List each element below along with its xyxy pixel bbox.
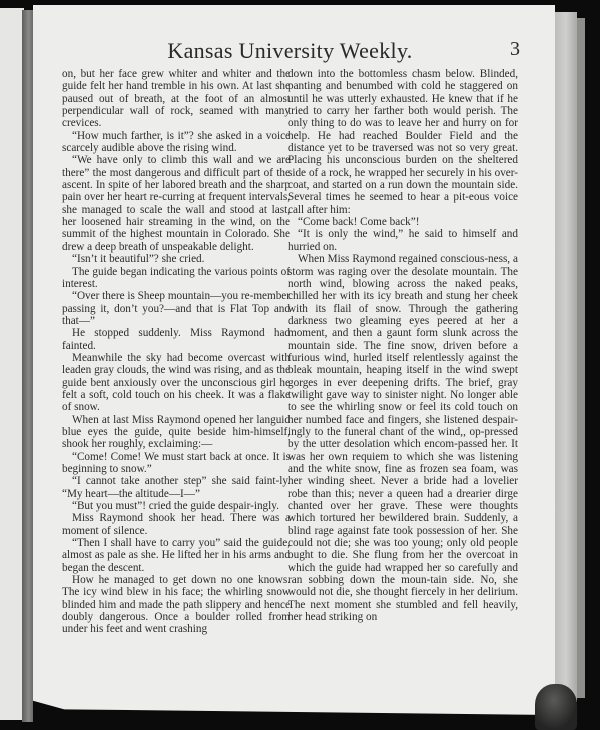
facing-page-edge [0,8,24,720]
paragraph: “I cannot take another step” she said faint-ly. “My heart—the altitude—I—” [62,475,290,500]
paragraph: “Isn’t it beautiful”? she cried. [72,253,205,266]
paragraph: He stopped suddenly. Miss Raymond had fainted. [62,327,290,352]
paragraph: “Over there is Sheep mountain—you re-member passing it, don’t you?—and that is Flat Top and that—” [62,290,290,327]
left-column [62,68,290,636]
paragraph: “Come! Come! We must start back at once. It is beginning to snow.” [62,450,290,475]
thumb-holding-page [535,684,577,730]
paragraph: How he managed to get down no one knows. The icy wind blew in his face; the whirling snow blinded him and made the path slippery and hence doubly dangerous. Once a boulder rolled from under his feet and went crashing [62,574,290,636]
paragraph: “Come back! Come back”! [298,216,420,229]
paragraph: The guide began indicating the various points of interest. [62,265,290,290]
running-header [60,38,520,64]
paragraph: “How much farther, is it”? she asked in a voice scarcely audible above the rising wind. [62,129,290,155]
book-gutter [22,10,33,722]
paragraph: “But you must”! cried the guide despair-ingly. [72,500,279,513]
paragraph: “Then I shall have to carry you” said the guide, almost as pale as she. He lifted her in his arms and began the descent. [62,537,290,574]
paragraph: Miss Raymond shook her head. There was a moment of silence. [62,512,290,537]
book-cover-edge [577,18,585,698]
paragraph: Meanwhile the sky had become overcast with leaden gray clouds, the wind was rising, and as the guide bent anxiously over the unconscious girl he felt a soft, cold touch on his cheek. It was a flake of snow. [62,351,290,414]
paragraph: When Miss Raymond regained conscious-ness, a storm was raging over the desolate mountain. The north wind, blowing across the naked peaks, chilled her with its icy breath and stung her cheek with its flail of snow. Through the gathering darkness two gleaming eyes peered at her a moment, and then a gaunt form slunk across the mountain side. The fine snow, driven before a furious wind, hurled itself relentlessly against the bleak mountain, heaping itself in the wind swept gorges in ever deepening drifts. The brief, gray twilight gave way to sinister night. No longer able to see the whirling snow or feel its cold touch on her numbed face and fingers, she listened despair-ingly to the funeral chant of the wind,, op-pressed by the utter desolation which encom-passed her. It was her own requiem to which she was listening and the white snow, fine as frozen sea foam, was her winding sheet. Never a bride had a lovelier robe than this; never a queen had a drearier dirge chanted over her grave. These were thoughts which tortured her bewildered brain. Suddenly, a blind rage against fate took possession of her. She could not die; she was too young; only old people ought to die. She flung from her the overcoat in which the guide had wrapped her so carefully and ran sobbing down the moun-tain side. No, she would not die, she thought fiercely in her delirium. The next moment she stumbled and fell heavily, her head striking on [288,253,518,624]
right-column [288,68,518,623]
paragraph: on, but her face grew whiter and whiter and the guide felt her hand tremble in his own. At last she paused out of breath, at the foot of an almost perpendicular wall of rock, seamed with many crevices. [62,68,290,130]
publication-title: Kansas University Weekly. [167,38,413,63]
paragraph: down into the bottomless chasm below. Blinded, panting and benumbed with cold he staggered on until he was utterly exhausted. He knew that if he tried to carry her farther both would perish. The only thing to do was to leave her and hurry on for help. He had reached Boulder Field and the distance yet to be traversed was not so very great. Placing his unconscious burden on the sheltered side of a rock, he wrapped her securely in his over-coat, and started on a run down the mountain side. Several times he seemed to hear a pit-eous voice call after him: [288,68,518,216]
paragraph: “It is only the wind,” he said to himself and hurried on. [288,228,518,253]
paragraph: When at last Miss Raymond opened her languid blue eyes the guide, quite beside him-himself, shook her roughly, exclaiming:— [62,413,290,451]
page-stack-edge [555,12,577,702]
page-number: 3 [510,38,520,60]
paragraph: “We have only to climb this wall and we are there” the most dangerous and difficult part of the ascent. In spite of her labored breath and the sharp pain over her heart re-curring at frequent intervals, she managed to scale the wall and stood at last, her loosened hair streaming in the wind, on the summit of the highest mountain in Colorado. She drew a deep breath of unspeakable delight. [62,154,290,253]
